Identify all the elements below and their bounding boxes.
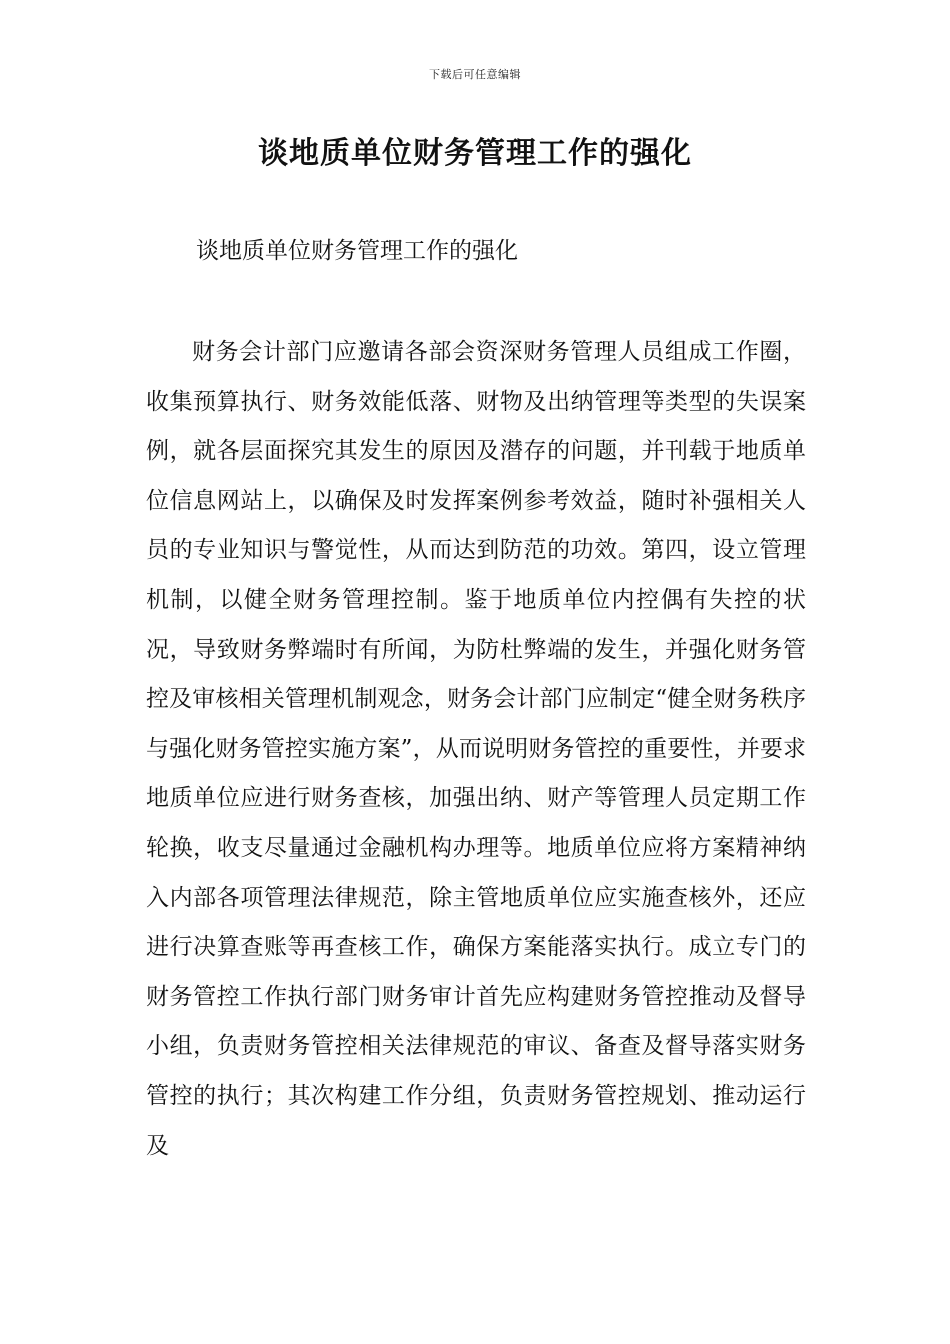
header-note: 下载后可任意编辑 bbox=[429, 68, 521, 81]
body-paragraph: 财务会计部门应邀请各部会资深财务管理人员组成工作圈，收集预算执行、财务效能低落、财物及出纳管理等类型的失误案例，就各层面探究其发生的原因及潜存的问题，并刊载于地质单位信息网站上，以确保及时发挥案例参考效益，随时补强相关人员的专业知识与警觉性，从而达到防范的功效。第四，设立管理机制，以健全财务管理控制。鉴于地质单位内控偶有失控的状况，导致财务弊端时有所闻，为防杜弊端的发生，并强化财务管控及审核相关管理机制观念，财务会计部门应制定“健全财务秩序与强化财务管控实施方案”，从而说明财务管控的重要性，并要求地质单位应进行财务查核，加强出纳、财产等管理人员定期工作轮换，收支尽量通过金融机构办理等。地质单位应将方案精神纳入内部各项管理法律规范，除主管地质单位应实施查核外，还应进行决算查账等再查核工作，确保方案能落实执行。成立专门的财务管控工作执行部门财务审计首先应构建财务管控推动及督导小组，负责财务管控相关法律规范的审议、备查及督导落实财务管控的执行；其次构建工作分组，负责财务管控规划、推动运行及 bbox=[146, 339, 806, 1159]
document-title: 谈地质单位财务管理工作的强化 bbox=[258, 136, 692, 171]
document-subtitle: 谈地质单位财务管理工作的强化 bbox=[196, 238, 518, 264]
